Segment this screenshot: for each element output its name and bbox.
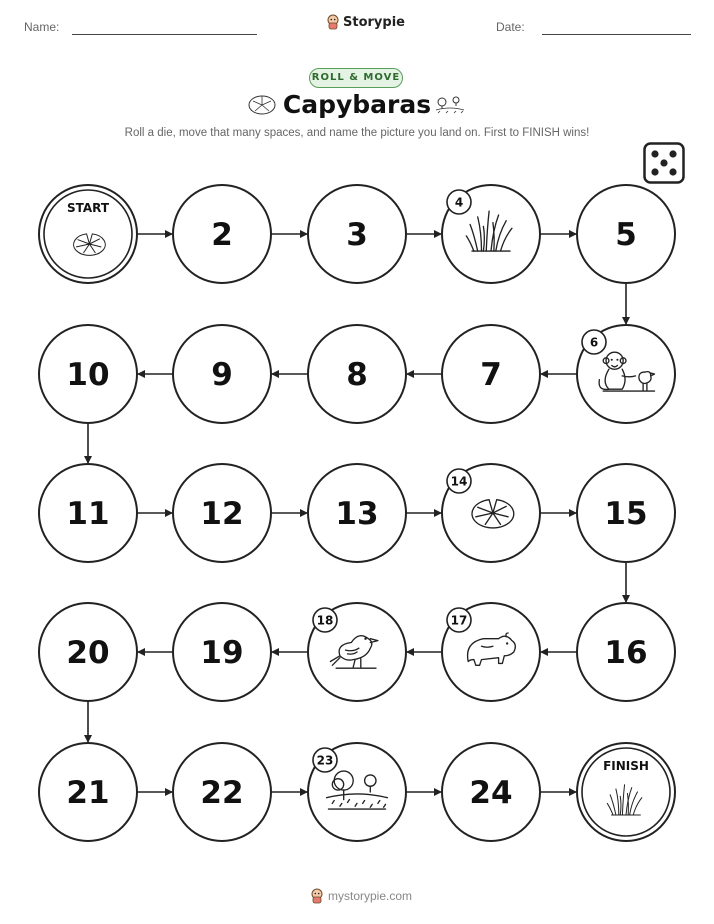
space-number: 8 [346,357,368,393]
board-space-24 [442,743,540,841]
space-number-badge: 18 [316,613,334,628]
space-number: 5 [615,217,637,253]
board-space-9 [173,325,271,423]
space-number-badge: 14 [450,474,468,489]
board-space-14 [442,464,540,562]
board-space-10 [39,325,137,423]
board-space-21 [39,743,137,841]
activity-badge: ROLL & MOVE [309,68,403,88]
space-label: START [66,201,110,215]
footer-url[interactable]: mystorypie.com [328,889,413,903]
board-space-13 [308,464,406,562]
board-space-11 [39,464,137,562]
space-number-badge: 4 [454,195,464,210]
board-space-18 [308,603,406,701]
space-number: 24 [469,775,513,811]
board-space-7 [442,325,540,423]
footer [310,888,412,904]
board-space-22 [173,743,271,841]
space-number: 16 [604,635,648,671]
space-number: 9 [211,357,233,393]
space-number-badge: 6 [589,335,599,350]
space-number: 22 [200,775,244,811]
board-space-start [39,185,137,283]
board-space-12 [173,464,271,562]
space-number: 7 [480,357,502,393]
board-space-17 [442,603,540,701]
board-space-15 [577,464,675,562]
space-number: 10 [66,357,110,393]
name-label: Name: [24,20,60,34]
space-number: 3 [346,217,368,253]
space-number: 2 [211,217,233,253]
space-number: 19 [200,635,244,671]
space-number: 11 [66,496,110,532]
space-number: 21 [66,775,110,811]
board-space-16 [577,603,675,701]
board-space-6 [577,325,675,423]
space-number: 15 [604,496,648,532]
board-space-4 [442,185,540,283]
space-label: FINISH [603,759,649,773]
space-number: 12 [200,496,244,532]
board-space-8 [308,325,406,423]
instructions: Roll a die, move that many spaces, and name the picture you land on. First to FINISH wins! [124,127,590,139]
board-space-23 [308,743,406,841]
board-space-finish [577,743,675,841]
storypie-mascot-icon [310,888,324,904]
space-number-badge: 17 [450,613,468,628]
date-label: Date: [496,20,525,34]
board-space-5 [577,185,675,283]
board-space-2 [173,185,271,283]
space-number: 20 [66,635,110,671]
board-space-3 [308,185,406,283]
space-number-badge: 23 [316,753,334,768]
space-number: 13 [335,496,379,532]
board-space-20 [39,603,137,701]
page-title: Capybaras [282,90,432,119]
brand-name: Storypie [343,14,405,30]
board-space-19 [173,603,271,701]
